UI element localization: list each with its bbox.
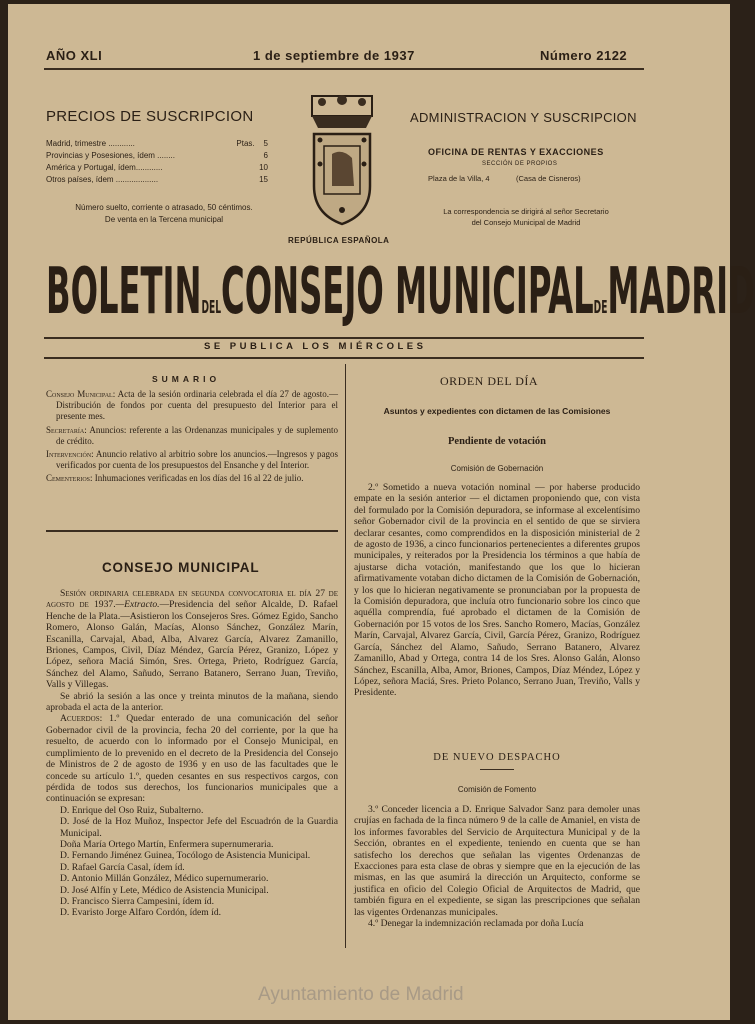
issue-number: Número 2122: [540, 48, 628, 63]
masthead-rule-bottom: [44, 357, 644, 359]
orden-item-2: 2.º Sometido a nueva votación nominal — por haberse producido empate en la sesión anterior — el dictamen proponiendo que, con vista del formulado por la Comisión depuradora, se informase al excelentísimo señor Gobernador civil de la provincia en el sentido de que se sirviera declarar cesantes, como comprendidos en la disposición ministerial de 2 de agosto de 1936, a cinco funcionarios pertenecientes a diferentes grupos municipales, y reiterados por la Presidencia los términos a que había de ajustarse dicha votación, manifestando que los que lo hicieran afirmativamente votaban dicho dictamen de la Comisión de Gobernación, y los que lo hicieran negativamente se pronunciaban por la propuesta de la Comisión depuradora, que incluía otro funcionario sobre los cinco que aquélla comprendía, fué aprobado el dictamen de la Comisión de Gobernación por 15 votos de los Sres. Sancho Romero, Macías, González Marín, Carvajal, Alvarez García, Civil, García Pérez, Granizo, Rodríguez García, Sánchez del Alamo, Sañudo, Serrano Batanero, Alvarez Zamanillo, Abad y Ortega, contra 14 de los Sres. Alonso Galán, Alonso Sánchez, Escanilla, Alba, Amor, Briones, Campos, Díaz Méndez, López y López, señora Maciá, Sres. Prieto Polanco, Serrano Juan, Treviño, Valls y Presidente.: [354, 482, 640, 699]
sumario-rule: [46, 530, 338, 532]
masthead-word: BOLETIN: [46, 255, 202, 329]
sumario-title: SUMARIO: [152, 374, 221, 384]
price-row: Provincias y Posesiones, ídem ........ 6: [46, 151, 268, 160]
consejo-body: [46, 588, 338, 919]
masthead-word: MUNICIPAL: [394, 255, 594, 329]
newspaper-page: [8, 4, 755, 1020]
price-row: Madrid, trimestre ............ Ptas. 5: [46, 139, 268, 148]
sumario-item: Consejo Municipal: Acta de la sesión ordinaria celebrada el día 27 de agosto.—Distribución de fondos por cuenta del presupuesto del Interior para el presente mes.: [46, 389, 339, 422]
cesante-item: D. José Alfín y Lete, Médico de Asistencia Municipal.: [60, 884, 269, 896]
column-divider: [345, 364, 346, 948]
precios-title: PRECIOS DE SUSCRIPCION: [46, 108, 254, 125]
cesante-item: Doña María Ortego Martín, Enfermera supernumeraria.: [60, 838, 274, 850]
cesante-item: D. Fernando Jiménez Guinea, Tocólogo de Asistencia Municipal.: [60, 850, 311, 862]
admin-title: ADMINISTRACION Y SUSCRIPCION: [410, 110, 637, 125]
price-row: América y Portugal, ídem............ 10: [46, 163, 268, 172]
issue-year: AÑO XLI: [46, 48, 103, 63]
admin-address: Plaza de la Villa, 4: [428, 174, 490, 183]
precios-table: [46, 138, 268, 186]
sumario-item: Intervención: Anuncio relativo al arbitrio sobre los anuncios.—Ingresos y pagos verificados por cuenta de los presupuestos del Ensanche y del Interior.: [46, 449, 338, 471]
orden-subtitle: Asuntos y expedientes con dictamen de las Comisiones: [383, 406, 611, 416]
header-rule: [44, 68, 644, 70]
orden-title: ORDEN DEL DÍA: [440, 374, 539, 388]
price-row: Otros países, ídem ................... 15: [46, 175, 268, 184]
pendiente-heading: Pendiente de votación: [448, 436, 546, 447]
sumario-item: Cementerios: Inhumaciones verificadas en los días del 16 al 22 de julio.: [46, 473, 304, 484]
cesante-item: D. Francisco Sierra Campesini, ídem íd.: [60, 895, 215, 907]
admin-section: SECCIÓN DE PROPIOS: [482, 161, 558, 167]
orden-item-3: 3.º Conceder licencia a D. Enrique Salvador Sanz para demoler unas crujías en fachada de la finca número 9 de la calle de Amaniel, en vista de los informes favorables del Servicio de Arquitectura Municipal y de la Sección, obrantes en el expediente, teniendo en cuenta que se han satisfecho los derechos que señalan las vigentes Ordenanzas de Exacciones para esta clase de obras y siempre que en la ejecución de las mismas, en las que asumirá la dirección un Arquitecto, conforme se justifica en oficio del Colegio Oficial de Arquitectos de Madrid, que también figura en el expediente, se sigan las prescripciones que señalan las vigentes Ordenanzas municipales. 4.º Denegar la indemnización reclamada por doña Lucía: [354, 804, 640, 930]
sumario-list: [46, 389, 338, 487]
cesante-item: D. Enrique del Oso Ruiz, Subalterno.: [60, 804, 204, 816]
cesante-item: D. Antonio Millán González, Médico supernumerario.: [60, 873, 269, 885]
publication-frequency: SE PUBLICA LOS MIÉRCOLES: [204, 341, 427, 352]
madrid-coat-of-arms-icon: [302, 94, 382, 226]
admin-note: La correspondencia se dirigirá al señor Secretario del Consejo Municipal de Madrid: [443, 207, 609, 227]
admin-office: OFICINA DE RENTAS Y EXACCIONES: [428, 147, 604, 157]
nuevo-despacho-rule: [480, 769, 514, 770]
sumario-item: Secretaría: Anuncios: referente a las Ordenanzas municipales y de suplemento de crédito.: [46, 424, 338, 446]
consejo-paragraph: Sesión ordinaria celebrada en segunda convocatoria el día 27 de agosto de 1937.—Extracto.—Presidencia del señor Alcalde, D. Rafael Henche de la Plata.—Asistieron los Consejeros Sres. Gómez Egido, Sancho Romero, Alonso Galán, Macías, Alonso Sánchez, González Marín, Escanilla, Carvajal, Abad, Alba, Alvarez García, Alvarez Zamanillo, Briones, Campos, Civil, Díaz Méndez, García Pérez, Granizo, López y López, señora Maciá Simón, Sres. Ortega, Prieto, Rodríguez García, Sánchez del Alamo, Sañudo, Serrano Batanero, Serrano Juan, Treviño, Valls y Villegas.: [46, 588, 338, 691]
republica-label: REPÚBLICA ESPAÑOLA: [288, 236, 390, 245]
masthead-title: [46, 252, 755, 332]
consejo-title: CONSEJO MUNICIPAL: [102, 560, 260, 575]
consejo-paragraph: Se abrió la sesión a las once y treinta minutos de la mañana, siendo aprobada el acta de la anterior.: [46, 690, 338, 714]
comision-fomento: Comisión de Fomento: [457, 785, 537, 794]
admin-address-note: (Casa de Cisneros): [516, 174, 581, 183]
masthead-word: CONSEJO: [221, 255, 384, 329]
comision-gobernacion: Comisión de Gobernación: [450, 464, 544, 473]
cesante-item: D. José de la Hoz Muñoz, Inspector Jefe del Escuadrón de la Guardia Municipal.: [60, 816, 338, 839]
masthead-de: DE: [593, 297, 608, 318]
watermark: Ayuntamiento de Madrid: [258, 984, 464, 1005]
precios-note: Número suelto, corriente o atrasado, 50 céntimos. De venta en la Tercena municipal: [75, 203, 253, 224]
cesante-item: D. Rafael García Casal, ídem íd.: [60, 861, 185, 873]
cesante-item: D. Evaristo Jorge Alfaro Cordón, ídem íd.: [60, 907, 222, 919]
masthead-rule-top: [44, 337, 644, 339]
nuevo-despacho-heading: DE NUEVO DESPACHO: [433, 752, 561, 763]
masthead-del: DEL: [201, 297, 222, 318]
consejo-paragraph: Acuerdos: 1.º Quedar enterado de una comunicación del señor Gobernador civil de la provincia, fecha 20 del corriente, por la que ha resuelto, de acuerdo con lo informado por el Consejo Municipal, en cumplimiento de lo prevenido en el decreto de la Presidencia del Consejo de Ministros de 2 de agosto de 1936 y en uso de las facultades que le concede su artículo 1.º, queden cesantes en sus respectivos cargos, con pérdida de todos sus derechos, los funcionarios municipales que a continuación se expresan:: [46, 713, 338, 805]
masthead-word: MADRID: [607, 255, 755, 329]
issue-date: 1 de septiembre de 1937: [253, 48, 415, 63]
